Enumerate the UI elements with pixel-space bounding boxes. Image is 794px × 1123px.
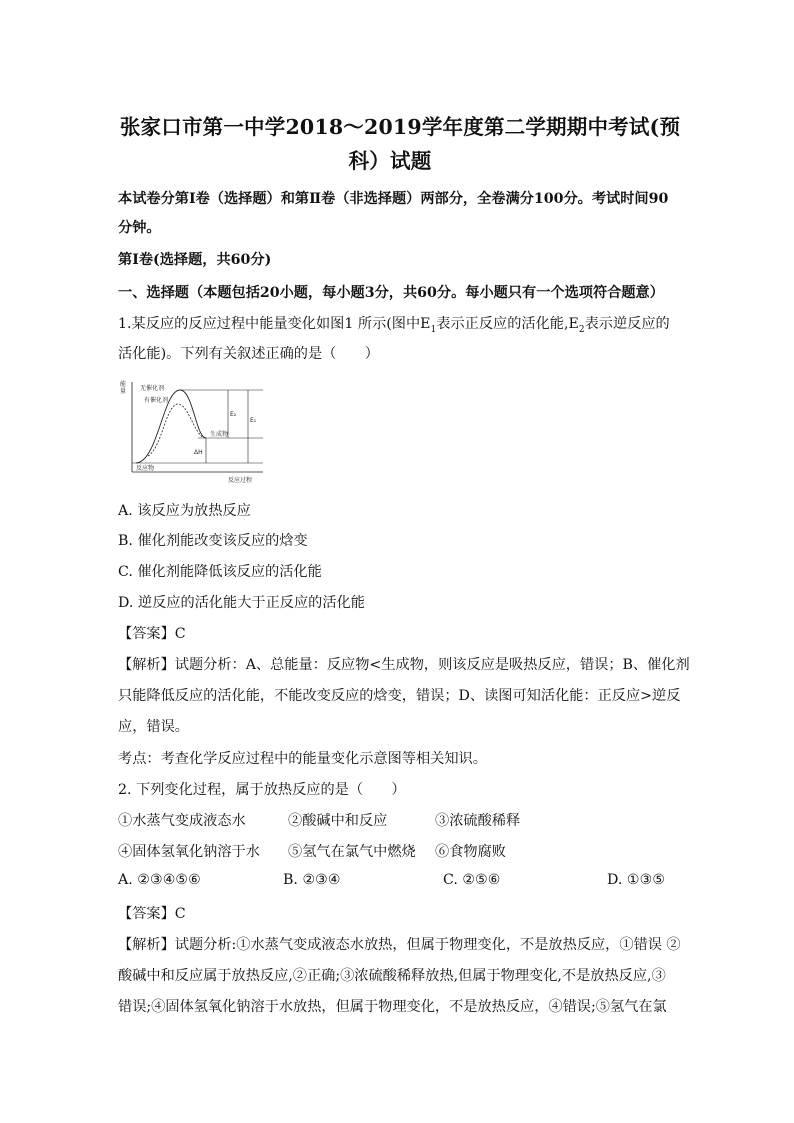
q2-item-3: ③浓硫酸稀释 [435,813,521,829]
q2-analysis-line1: 【解析】试题分析:①水蒸气变成液态水放热，但属于物理变化，不是放热反应，①错误 ② [118,937,681,953]
e1-label: E₁ [250,417,257,424]
paper-title-line2: 科）试题 [348,149,432,173]
q1-option-a: A. 该反应为放热反应 [118,503,251,519]
q2-analysis-line2: 酸碱中和反应属于放热反应,②正确;③浓硫酸稀释放热,但属于物理变化,不是放热反应,③ [118,968,666,984]
q1-option-b: B. 催化剂能改变该反应的焓变 [118,533,308,549]
q1-stem-line1 [118,313,670,333]
q1-option-c: C. 催化剂能降低该反应的活化能 [118,564,322,580]
product-label: 生成物 [210,431,229,438]
q1-stem-c: 表示逆反应的 [584,316,670,332]
e2-label: E₂ [230,411,237,418]
q2-item-2: ②酸碱中和反应 [288,813,388,829]
q2-option-a: A. ②③④⑤⑥ [118,872,201,888]
q2-option-c: C. ②⑤⑥ [443,872,501,888]
q1-stem-a: 1.某反应的反应过程中能量变化如图1 所示(图中E [118,316,431,332]
q1-stem-b: 表示正反应的活化能,E [436,316,579,332]
energy-diagram-figure [118,378,278,488]
q2-item-1: ①水蒸气变成液态水 [118,813,246,829]
figure-y-label-bottom: 量 [120,388,127,395]
q1-stem-line2: 活化能)。下列有关叙述正确的是（ ） [118,346,379,362]
dh-label: ΔH [194,449,203,456]
figure-y-label-top: 能 [120,381,127,388]
curve1-label: 无催化剂 [140,385,165,392]
q1-analysis-line1: 【解析】试题分析：A、总能量：反应物<生成物，则该反应是吸热反应，错误；B、催化剂 [118,657,690,673]
q2-option-b: B. ②③④ [283,872,341,888]
intro-line2: 分钟。 [118,220,161,236]
q1-analysis-line2: 只能降低反应的活化能，不能改变反应的焓变，错误；D、读图可知活化能：正反应>逆反 [118,688,681,704]
q2-analysis-line3: 错误;④固体氢氧化钠溶于水放热，但属于物理变化，不是放热反应，④错误;⑤氢气在氯 [118,999,667,1015]
q2-item-5: ⑤氢气在氯气中燃烧 [288,844,416,860]
q2-option-d: D. ①③⑤ [607,872,666,888]
q1-kaodian: 考点：考查化学反应过程中的能量变化示意图等相关知识。 [118,751,487,767]
q2-item-6: ⑥食物腐败 [435,844,506,860]
x-axis-label: 反应过程 [228,477,253,484]
q1-option-d: D. 逆反应的活化能大于正反应的活化能 [118,595,365,611]
q2-stem: 2. 下列变化过程，属于放热反应的是（ ） [118,782,406,798]
q1-stem-sub1: 1 [430,324,437,335]
q1-answer: 【答案】C [118,626,186,642]
intro-line1: 本试卷分第Ⅰ卷（选择题）和第Ⅱ卷（非选择题）两部分，全卷满分100分。考试时间90 [118,191,669,207]
part1-heading: 第Ⅰ卷(选择题，共60分) [118,252,272,268]
q2-answer: 【答案】C [118,906,186,922]
section1-heading: 一、选择题（本题包括20小题，每小题3分，共60分。每小题只有一个选项符合题意） [118,285,664,301]
curve2-label: 有催化剂 [144,397,169,404]
q2-item-4: ④固体氢氧化钠溶于水 [118,844,260,860]
q1-stem-sub2: 2 [578,324,585,335]
paper-title-line1: 张家口市第一中学2018～2019学年度第二学期期中考试(预 [119,115,681,139]
q1-analysis-line3: 应，错误。 [118,719,189,735]
reactant-label: 反应物 [136,465,155,472]
